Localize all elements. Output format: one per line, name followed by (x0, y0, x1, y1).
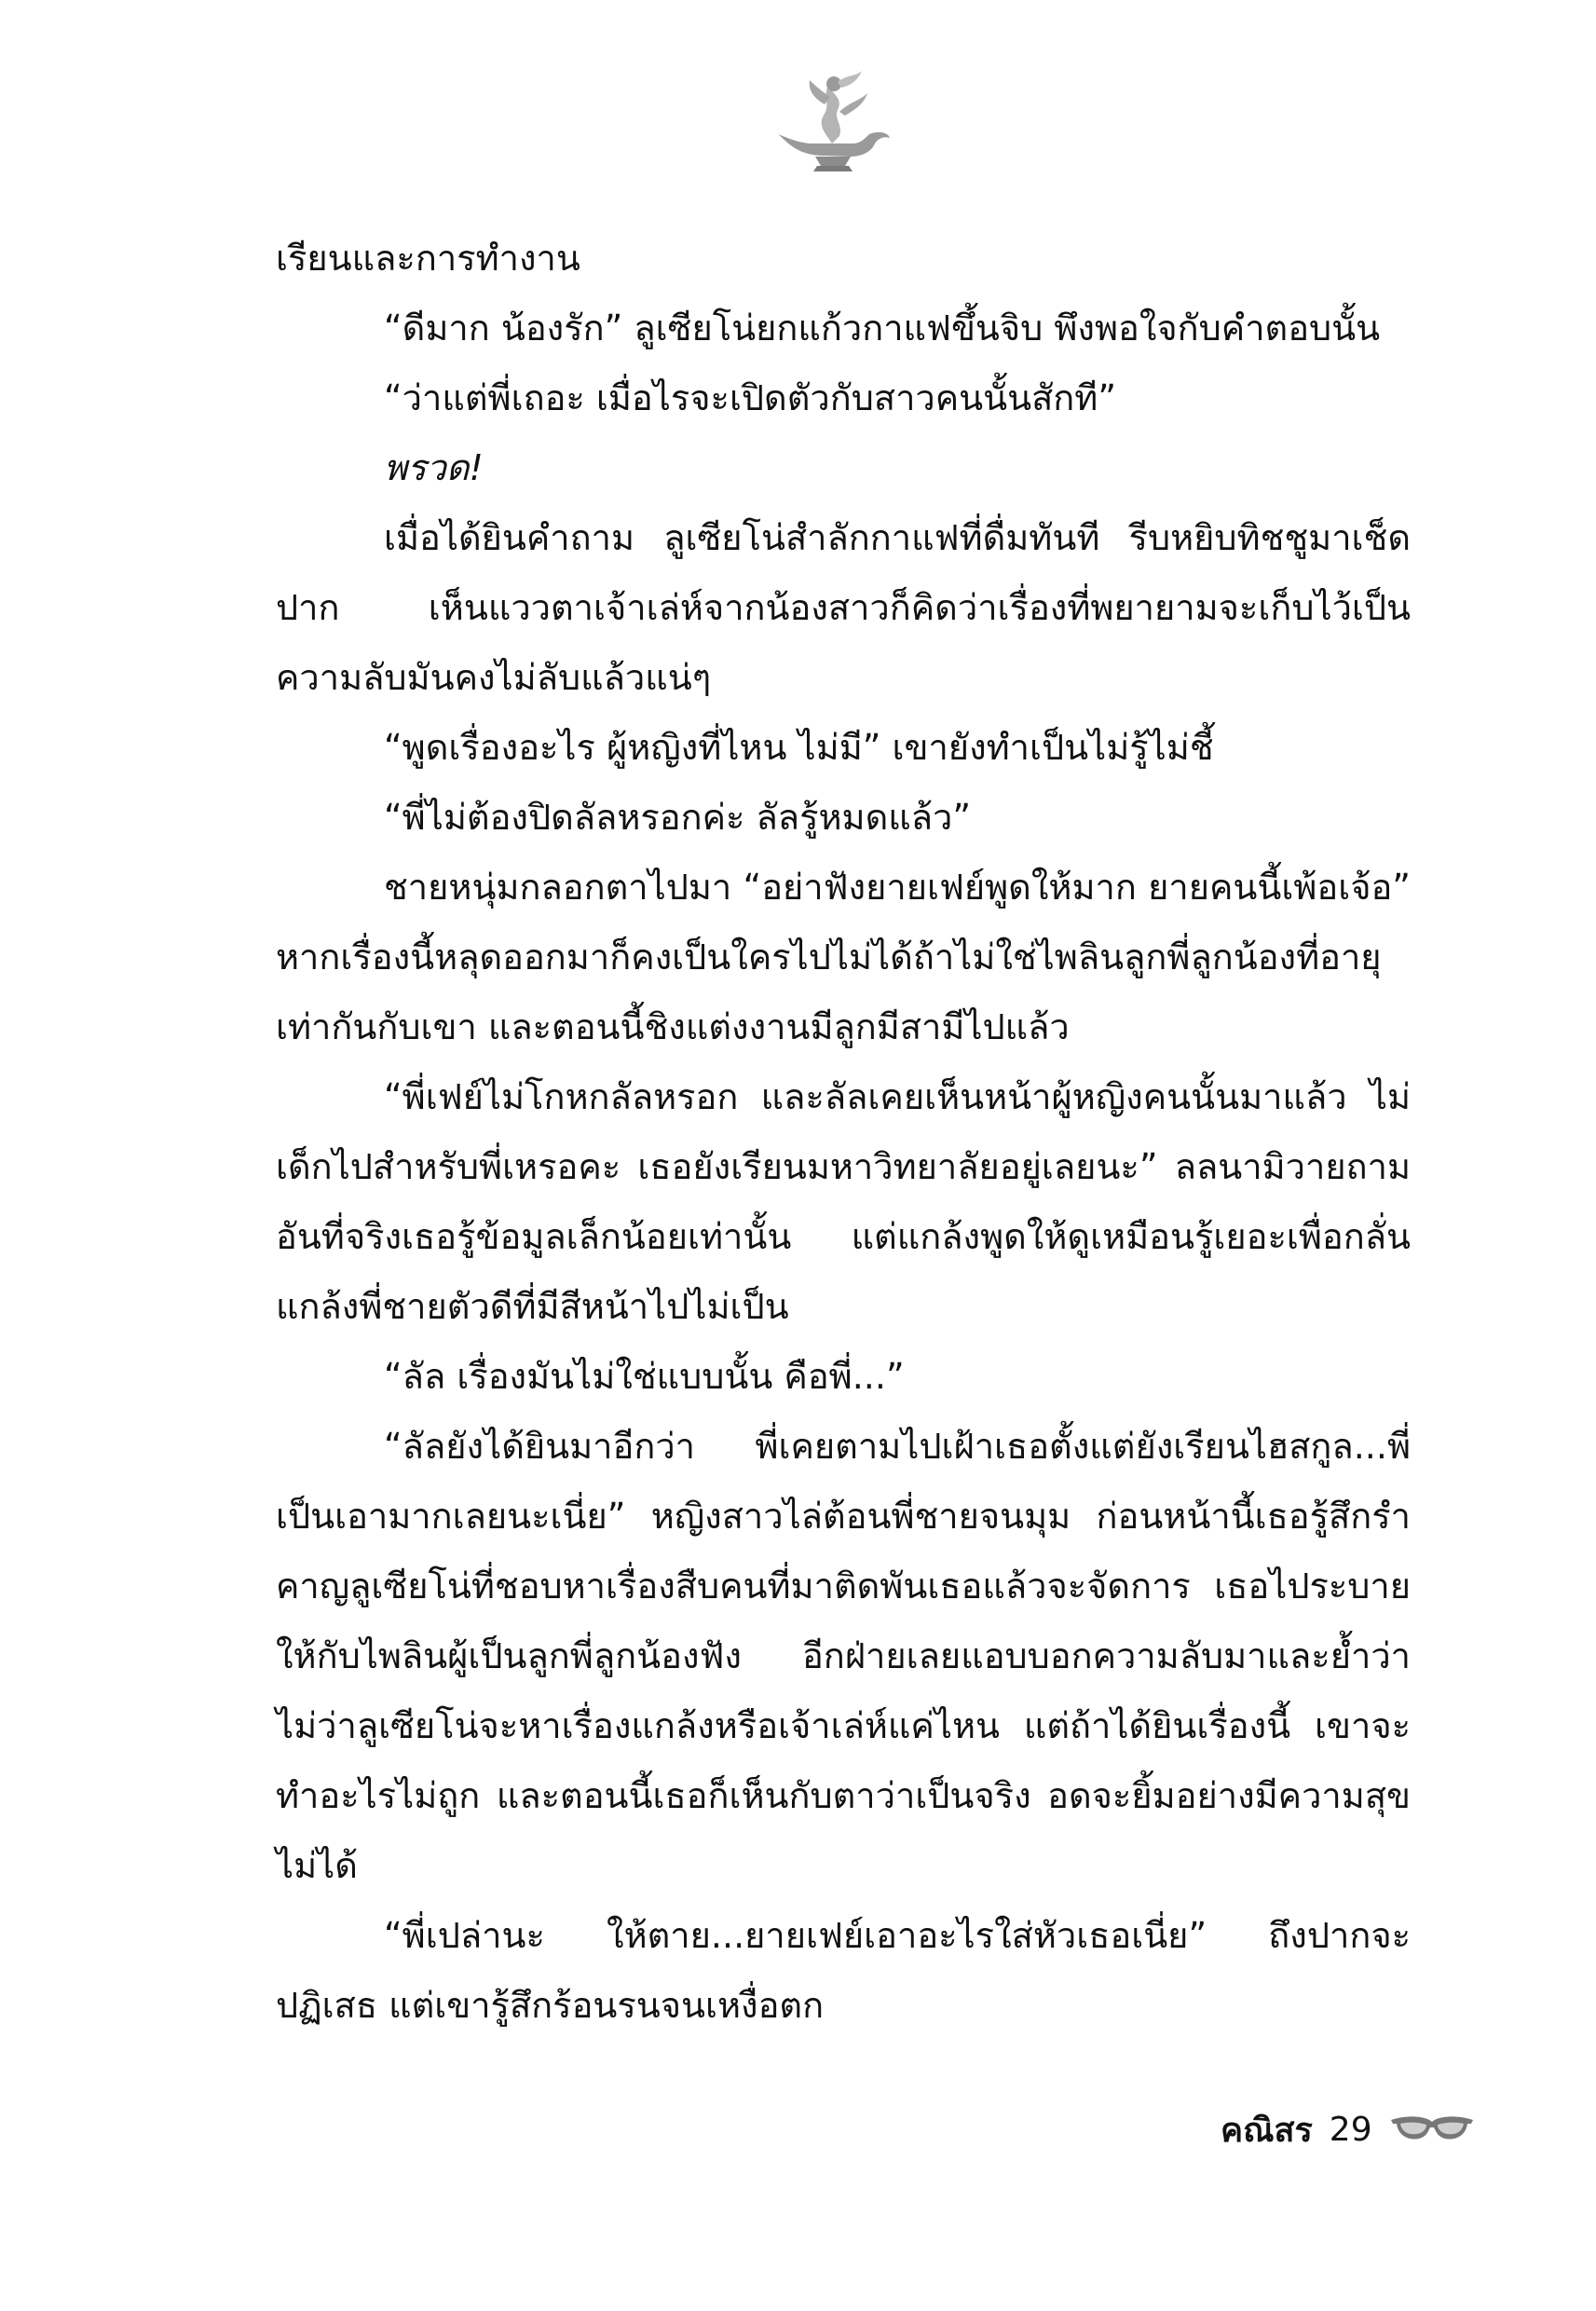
page-number: 29 (1329, 2110, 1372, 2149)
genie-lamp-icon (759, 67, 899, 188)
paragraph: เมื่อได้ยินคำถาม ลูเซียโน่สำลักกาแฟที่ดื่มทันที รีบหยิบทิชชูมาเช็ดปาก เห็นแววตาเจ้าเล่ห์จากน้องสาวก็คิดว่าเรื่องที่พยายามจะเก็บไว้เป็นความลับมันคงไม่ลับแล้วแน่ๆ (276, 517, 1411, 698)
sunglasses-icon (1389, 2111, 1475, 2148)
book-title: คณิสร (1221, 2111, 1313, 2150)
paragraph: “ลัล เรื่องมันไม่ใช่แบบนั้น คือพี่...” (384, 1356, 905, 1397)
paragraph: เรียนและการทำงาน (276, 238, 580, 279)
paragraph: “พูดเรื่องอะไร ผู้หญิงที่ไหน ไม่มี” เขายังทำเป็นไม่รู้ไม่ชี้ (384, 727, 1214, 768)
body-text (276, 224, 1411, 2026)
paragraph: “ลัลยังได้ยินมาอีกว่า พี่เคยตามไปเฝ้าเธอตั้งแต่ยังเรียนไฮสกูล...พี่เป็นเอามากเลยนะเนี่ย” หญิงสาวไล่ต้อนพี่ชายจนมุม ก่อนหน้านี้เธอรู้สึกรำคาญลูเซียโน่ที่ชอบหาเรื่องสืบคนที่มาติดพันเธอแล้วจะจัดการ เธอไประบายให้กับไพลินผู้เป็นลูกพี่ลูกน้องฟัง อีกฝ่ายเลยแอบบอกความลับมาและย้ำว่า ไม่ว่าลูเซียโน่จะหาเรื่องแกล้งหรือเจ้าเล่ห์แค่ไหน แต่ถ้าได้ยินเรื่องนี้ เขาจะทำอะไรไม่ถูก และตอนนี้เธอก็เห็นกับตาว่าเป็นจริง อดจะยิ้มอย่างมีความสุขไม่ได้ (276, 1426, 1411, 1886)
paragraph: “พี่ไม่ต้องปิดลัลหรอกค่ะ ลัลรู้หมดแล้ว” (384, 797, 972, 838)
paragraph: “พี่เฟย์ไม่โกหกลัลหรอก และลัลเคยเห็นหน้าผู้หญิงคนนั้นมาแล้ว ไม่เด็กไปสำหรับพี่เหรอคะ เธอยังเรียนมหาวิทยาลัยอยู่เลยนะ” ลลนามิวายถาม อันที่จริงเธอรู้ข้อมูลเล็กน้อยเท่านั้น แต่แกล้งพูดให้ดูเหมือนรู้เยอะเพื่อกลั่นแกล้งพี่ชายตัวดีที่มีสีหน้าไปไม่เป็น (276, 1076, 1411, 1327)
paragraph: พรวด! (384, 447, 484, 488)
paragraph: “ดีมาก น้องรัก” ลูเซียโน่ยกแก้วกาแฟขึ้นจิบ พึงพอใจกับคำตอบนั้น (384, 308, 1381, 349)
paragraph: “ว่าแต่พี่เถอะ เมื่อไรจะเปิดตัวกับสาวคนนั้นสักที” (384, 377, 1117, 418)
paragraph: “พี่เปล่านะ ให้ตาย...ยายเฟย์เอาอะไรใส่หัวเธอเนี่ย” ถึงปากจะปฏิเสธ แต่เขารู้สึกร้อนรนจนเหงื่อตก (276, 1915, 1411, 2026)
page-footer (1221, 2097, 1491, 2162)
paragraph: ชายหนุ่มกลอกตาไปมา “อย่าฟังยายเฟย์พูดให้มาก ยายคนนี้เพ้อเจ้อ” หากเรื่องนี้หลุดออกมาก็คงเป็นใครไปไม่ได้ถ้าไม่ใช่ไพลินลูกพี่ลูกน้องที่อายุเท่ากันกับเขา และตอนนี้ชิงแต่งงานมีลูกมีสามีไปแล้ว (276, 867, 1411, 1047)
